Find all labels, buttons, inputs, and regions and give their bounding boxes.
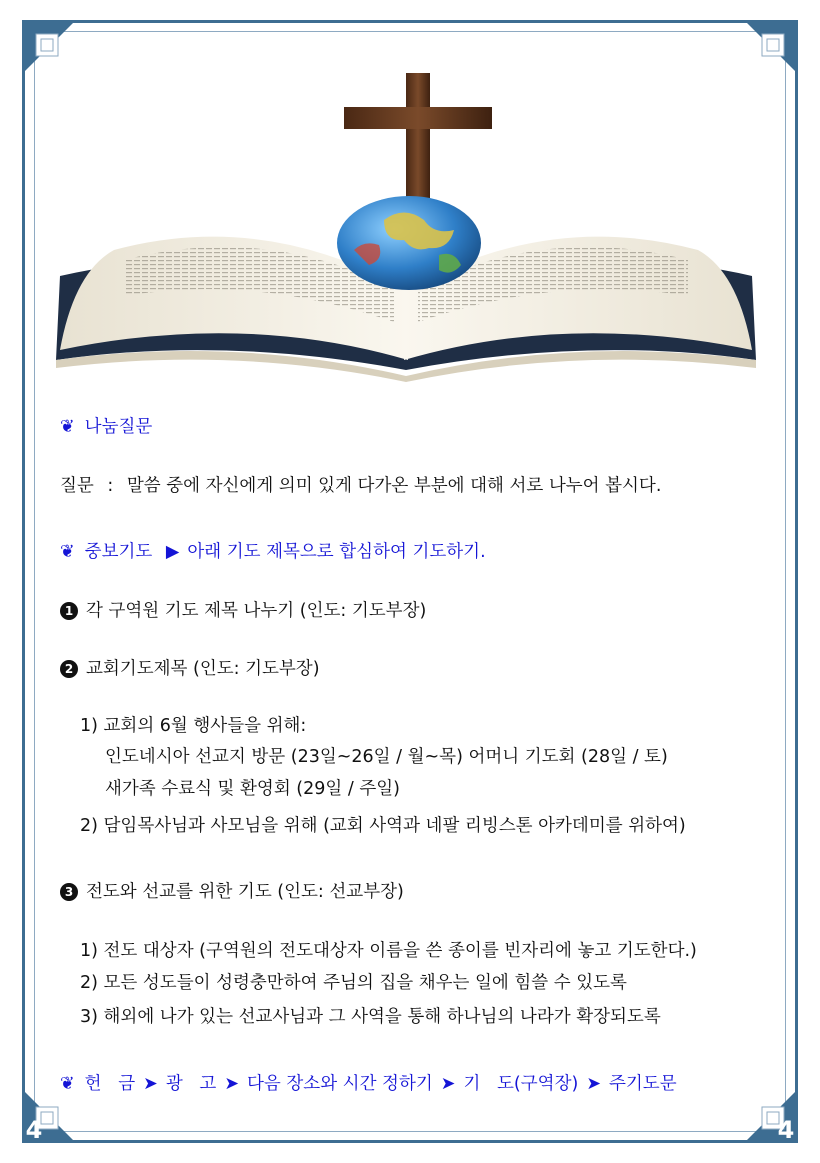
order-step-offering: 헌 금 [84, 1074, 136, 1094]
number-badge: 1 [60, 602, 78, 620]
church-prayer-1-detail-a: 인도네시아 선교지 방문 (23일~26일 / 월~목) 어머니 기도회 (28일 / 토) [105, 747, 668, 767]
play-arrow-icon: ▶ [165, 542, 180, 562]
church-prayer-1: 1) 교회의 6월 행사들을 위해: [80, 716, 307, 736]
church-prayer-2: 2) 담임목사님과 사모님을 위해 (교회 사역과 네팔 리빙스톤 아카데미를 위하여) [80, 816, 686, 836]
mission-prayer-2: 2) 모든 성도들이 성령충만하여 주님의 집을 채우는 일에 힘쓸 수 있도록 [80, 973, 627, 993]
meeting-order [60, 1070, 677, 1095]
prayer-item-2: 2 교회기도제목 (인도: 기도부장) [60, 655, 320, 680]
arrow-icon: ➤ [224, 1074, 240, 1094]
prayer-item-3: 3 전도와 선교를 위한 기도 (인도: 선교부장) [60, 878, 404, 903]
church-prayer-1-detail-b: 새가족 수료식 및 환영회 (29일 / 주일) [105, 779, 400, 799]
mission-prayer-3: 3) 해외에 나가 있는 선교사님과 그 사역을 통해 하나님의 나라가 확장되도록 [80, 1007, 661, 1027]
order-step-lords-prayer: 주기도문 [608, 1074, 677, 1094]
sharing-question: 질문 : 말씀 중에 자신에게 의미 있게 다가온 부분에 대해 서로 나누어 봅시다. [60, 476, 662, 496]
page-number-left: 4 [25, 1116, 43, 1144]
page-number-right: 4 [777, 1116, 795, 1144]
order-step-next-meeting: 다음 장소와 시간 정하기 [247, 1074, 433, 1094]
number-badge: 3 [60, 883, 78, 901]
arrow-icon: ➤ [440, 1074, 456, 1094]
intercession-heading: ❦ 중보기도 ▶ 아래 기도 제목으로 합심하여 기도하기. [60, 542, 486, 562]
mission-prayer-1: 1) 전도 대상자 (구역원의 전도대상자 이름을 쓴 종이를 빈자리에 놓고 기도한다.) [80, 941, 697, 961]
cross-globe-bible-image [54, 60, 758, 382]
order-step-announcements: 광 고 [165, 1074, 217, 1094]
number-badge: 2 [60, 660, 78, 678]
fleuron-icon: ❦ [60, 1074, 75, 1094]
sharing-heading: ❦ 나눔질문 [60, 417, 153, 437]
arrow-icon: ➤ [143, 1074, 158, 1094]
fleuron-icon: ❦ [60, 417, 75, 437]
prayer-item-1: 1 각 구역원 기도 제목 나누기 (인도: 기도부장) [60, 597, 426, 622]
order-step-prayer: 기 도(구역장) [463, 1074, 579, 1094]
arrow-icon: ➤ [586, 1074, 601, 1094]
fleuron-icon: ❦ [60, 542, 75, 562]
